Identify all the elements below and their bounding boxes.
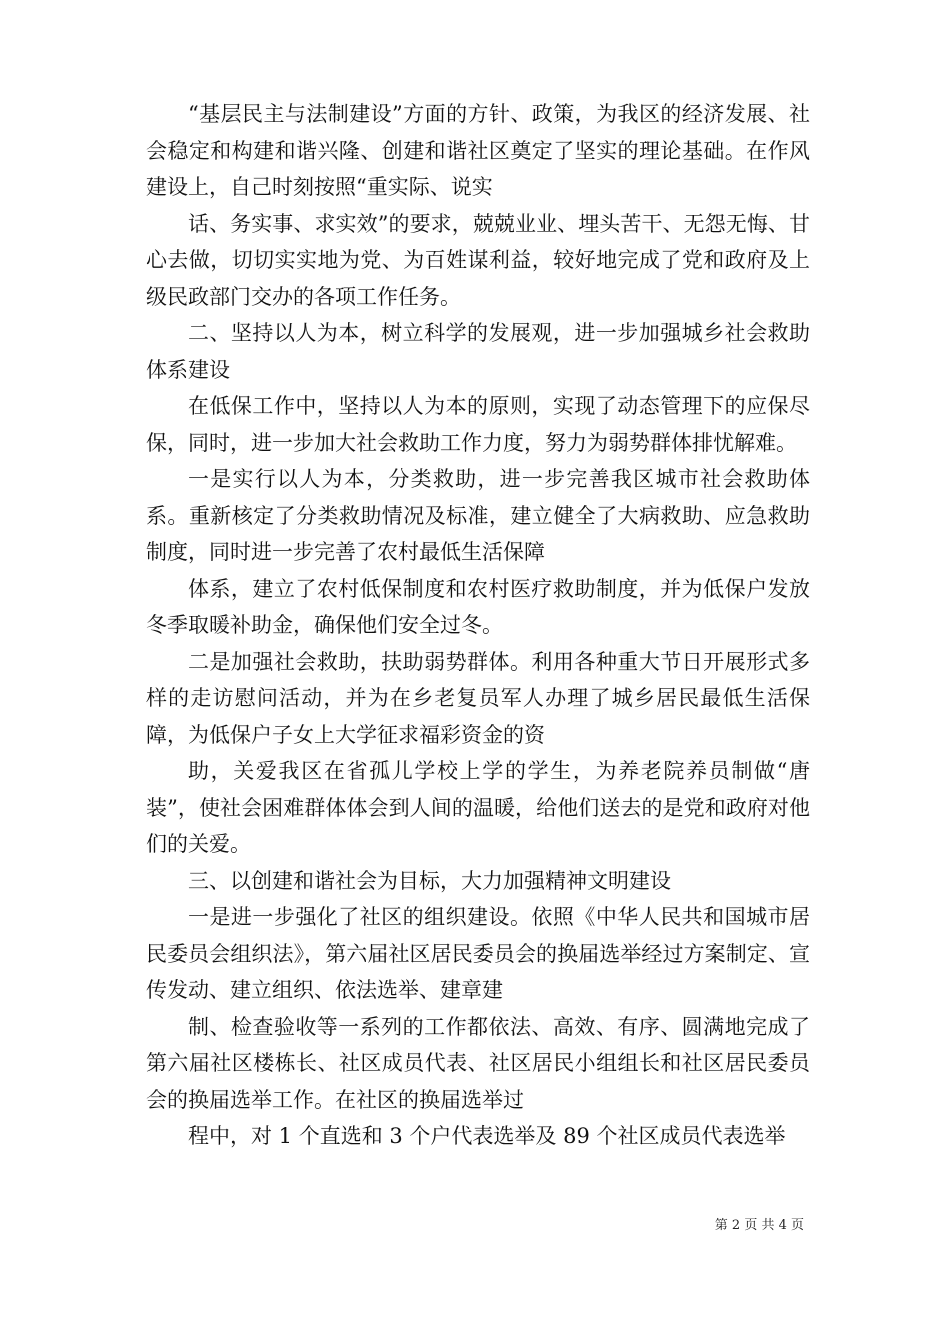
paragraph-2: 话、务实事、求实效”的要求，兢兢业业、埋头苦干、无怨无悔、甘心去做，切切实实地为党、为百姓谋利益，较好地完成了党和政府及上级民政部门交办的各项工作任务。 — [146, 211, 810, 309]
paragraph-12: 程中，对 1 个直选和 3 个户代表选举及 89 个社区成员代表选举 — [188, 1124, 786, 1148]
paragraph-5: 一是实行以人为本，分类救助，进一步完善我区城市社会救助体系。重新核定了分类救助情况及标准，建立健全了大病救助、应急救助制度，同时进一步完善了农村最低生活保障 — [146, 467, 810, 564]
paragraph-8: 助，关爱我区在省孤儿学校上学的学生，为养老院养员制做“唐装”，使社会困难群体体会到人间的温暖，给他们送去的是党和政府对他们的关爱。 — [146, 759, 810, 856]
paragraph-4: 在低保工作中，坚持以人为本的原则，实现了动态管理下的应保尽保，同时，进一步加大社会救助工作力度，努力为弱势群体排忧解难。 — [146, 394, 810, 455]
paragraph-3: 二、坚持以人为本，树立科学的发展观，进一步加强城乡社会救助体系建设 — [146, 321, 810, 382]
paragraph-6: 体系，建立了农村低保制度和农村医疗救助制度，并为低保户发放冬季取暖补助金，确保他们安全过冬。 — [146, 576, 810, 637]
paragraph-1: “基层民主与法制建设”方面的方针、政策，为我区的经济发展、社会稳定和构建和谐兴隆、创建和谐社区奠定了坚实的理论基础。在作风建设上，自己时刻按照“重实际、说实 — [146, 102, 810, 199]
page-number: 第 2 页 共 4 页 — [714, 1218, 804, 1233]
document-body — [146, 96, 810, 1155]
paragraph-11: 制、检查验收等一系列的工作都依法、高效、有序、圆满地完成了第六届社区楼栋长、社区成员代表、社区居民小组组长和社区居民委员会的换届选举工作。在社区的换届选举过 — [146, 1014, 810, 1112]
paragraph-9: 三、以创建和谐社会为目标，大力加强精神文明建设 — [188, 868, 671, 893]
paragraph-10: 一是进一步强化了社区的组织建设。依照《中华人民共和国城市居民委员会组织法》，第六届社区居民委员会的换届选举经过方案制定、宣传发动、建立组织、依法选举、建章建 — [146, 905, 810, 1002]
paragraph-7: 二是加强社会救助，扶助弱势群体。利用各种重大节日开展形式多样的走访慰问活动，并为在乡老复员军人办理了城乡居民最低生活保障，为低保户子女上大学征求福彩资金的资 — [146, 649, 810, 747]
